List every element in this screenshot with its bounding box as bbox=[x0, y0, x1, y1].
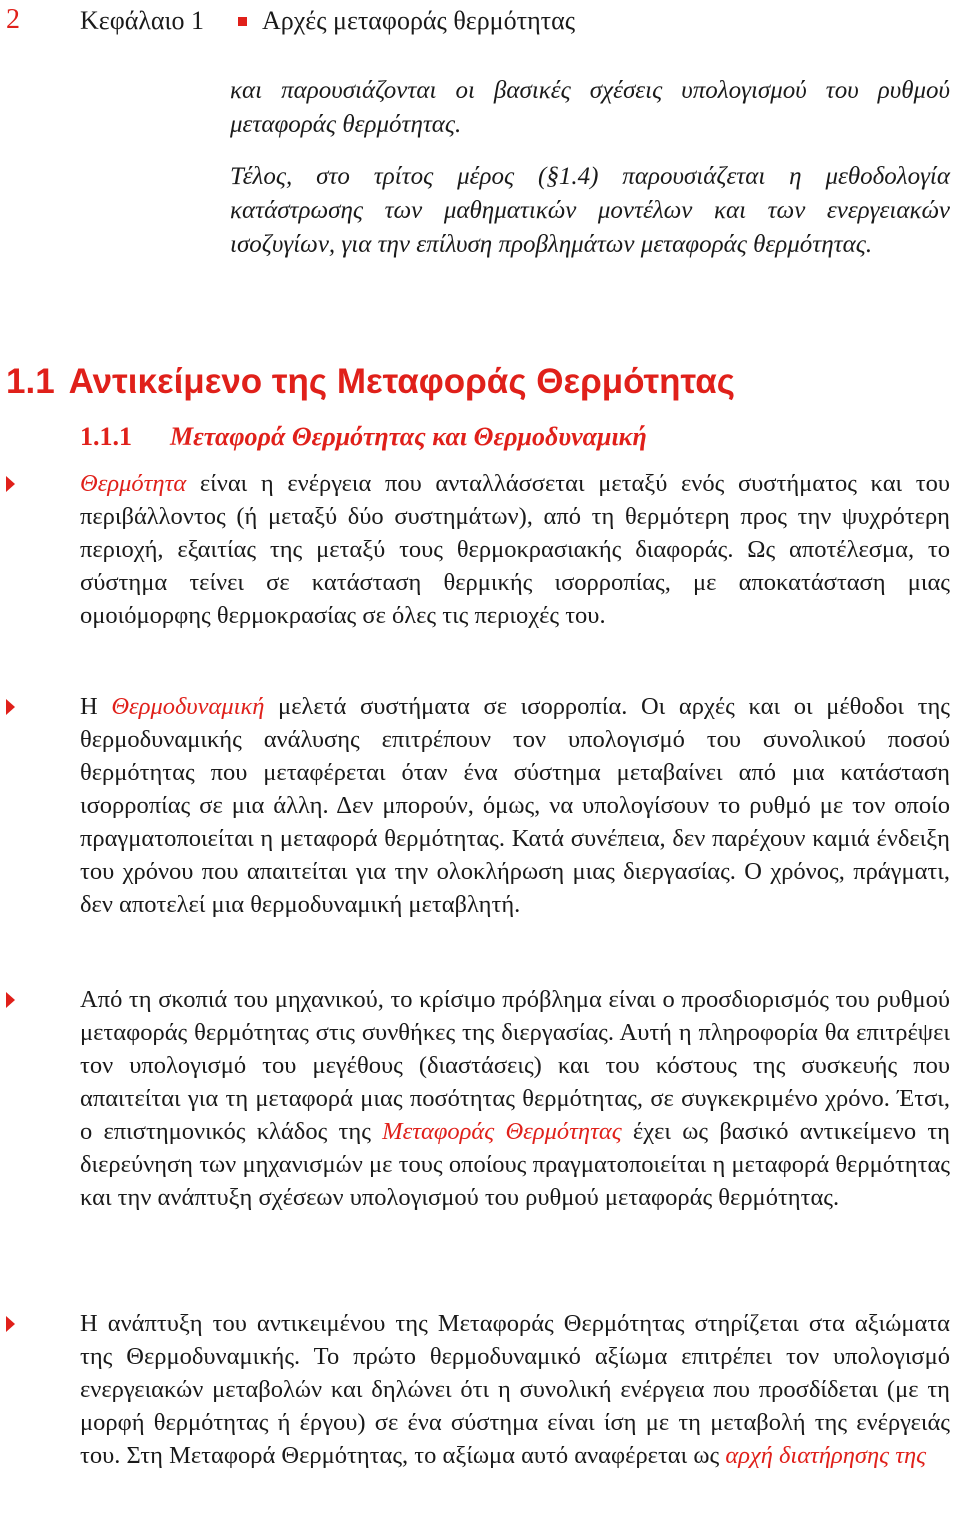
square-bullet-icon bbox=[238, 17, 247, 26]
emphasized-term: Θερμότητα bbox=[80, 470, 187, 497]
paragraph-text: είναι η ενέργεια που ανταλλάσσεται μεταξύ ενός συστήματος και του περιβάλλοντος (ή μεταξύ δύο συστημάτων), από τη θερμότερη προς την ψυχρότερη περιοχή, εξαιτίας της μεταξύ τους θερμοκρασιακής διαφοράς. Ως αποτέλεσμα, το σύστημα τείνει σε κατάσταση θερμικής ισορροπίας, με αποκατάσταση μιας ομοιόμορφης θερμοκρασίας σε όλες τις περιοχές του. bbox=[80, 470, 950, 629]
bullet-paragraph bbox=[80, 983, 950, 1214]
subsection-title: Μεταφορά Θερμότητας και Θερμοδυναμική bbox=[170, 422, 647, 451]
paragraph-text: Από τη σκοπιά του μηχανικού, το κρίσιμο πρόβλημα είναι ο προσδιορισμός του ρυθμού μεταφοράς θερμότητας στις συνθήκες της διεργασίας. Αυτή η πληροφορία θα επιτρέψει τον υπολογισμό του μεγέθους (διαστάσεις) και του κόστους της συσκευής που απαιτείται για τη μεταφορά μιας ποσότητας θερμότητας, σε συγκεκριμένο χρόνο. Έτσι, ο επιστημονικός κλάδος της bbox=[80, 986, 950, 1145]
intro-paragraph: και παρουσιάζονται οι βασικές σχέσεις υπολογισμού του ρυθμού μεταφοράς θερμότητας. bbox=[230, 77, 950, 138]
emphasized-term: αρχή διατήρησης της bbox=[725, 1442, 927, 1469]
paragraph-text: Η ανάπτυξη του αντικειμένου της Μεταφοράς Θερμότητας στηρίζεται στα αξιώματα της Θερμοδυναμικής. Το πρώτο θερμοδυναμικό αξίωμα επιτρέπει τον υπολογισμό ενεργειακών μεταβολών και δηλώνει ότι η συνολική ενέργεια που προσδίδεται (με τη μορφή θερμότητας ή έργου) σε ένα σύστημα είναι ίση με τη μεταβολή της ενέργειάς του. Στη Μεταφορά Θερμότητας, το αξίωμα αυτό αναφέρεται ως bbox=[80, 1310, 950, 1469]
intro-paragraph: Τέλος, στο τρίτος μέρος (§1.4) παρουσιάζεται η μεθοδολογία κατάστρωσης των μαθηματικών μοντέλων και των ενεργειακών ισοζυγίων, για την επίλυση προβλημάτων μεταφοράς θερμότητας. bbox=[230, 163, 950, 258]
paragraph-text: Η bbox=[80, 693, 112, 720]
chapter-label: Κεφάλαιο 1 bbox=[80, 6, 205, 35]
chapter-title: Αρχές μεταφοράς θερμότητας bbox=[262, 6, 576, 35]
emphasized-term: Μεταφοράς Θερμότητας bbox=[382, 1118, 622, 1145]
bullet-paragraph bbox=[80, 1307, 950, 1472]
bullet-paragraph bbox=[80, 690, 950, 921]
paragraph-text: έχει ως βασικό αντικείμενο τη διερεύνηση των μηχανισμών με τους οποίους πραγματοποιείται η μεταφορά θερμότητας και την ανάπτυξη σχέσεων υπολογισμού του ρυθμού μεταφοράς θερμότητας. bbox=[80, 1118, 950, 1211]
triangle-bullet-icon bbox=[6, 476, 15, 492]
bullet-paragraph bbox=[80, 467, 950, 632]
section-title: Αντικείμενο της Μεταφοράς Θερμότητας bbox=[68, 362, 735, 401]
section-number: 1.1 bbox=[6, 362, 55, 401]
triangle-bullet-icon bbox=[6, 1316, 15, 1332]
emphasized-term: Θερμοδυναμική bbox=[111, 693, 265, 720]
subsection-heading bbox=[80, 422, 647, 452]
section-heading bbox=[6, 362, 735, 402]
paragraph-text: μελετά συστήματα σε ισορροπία. Οι αρχές και οι μέθοδοι της θερμοδυναμικής ανάλυσης επιτρέπουν τον υπολογισμό του συνολικού ποσού θερμότητας που μεταφέρεται όταν ένα σύστημα μεταβαίνει από μια κατάσταση ισορροπίας σε μια άλλη. Δεν μπορούν, όμως, να υπολογίσουν το ρυθμό με τον οποίο πραγματοποιείται η μεταφορά θερμότητας. Κατά συνέπεια, δεν παρέχουν καμιά ένδειξη του χρόνου που απαιτείται για την ολοκλήρωση μιας διεργασίας. Ο χρόνος, πράγματι, δεν αποτελεί μια θερμοδυναμική μεταβλητή. bbox=[80, 693, 951, 918]
triangle-bullet-icon bbox=[6, 699, 15, 715]
subsection-number: 1.1.1 bbox=[80, 422, 132, 451]
page-number: 2 bbox=[6, 4, 20, 35]
triangle-bullet-icon bbox=[6, 992, 15, 1008]
running-header bbox=[0, 0, 960, 52]
